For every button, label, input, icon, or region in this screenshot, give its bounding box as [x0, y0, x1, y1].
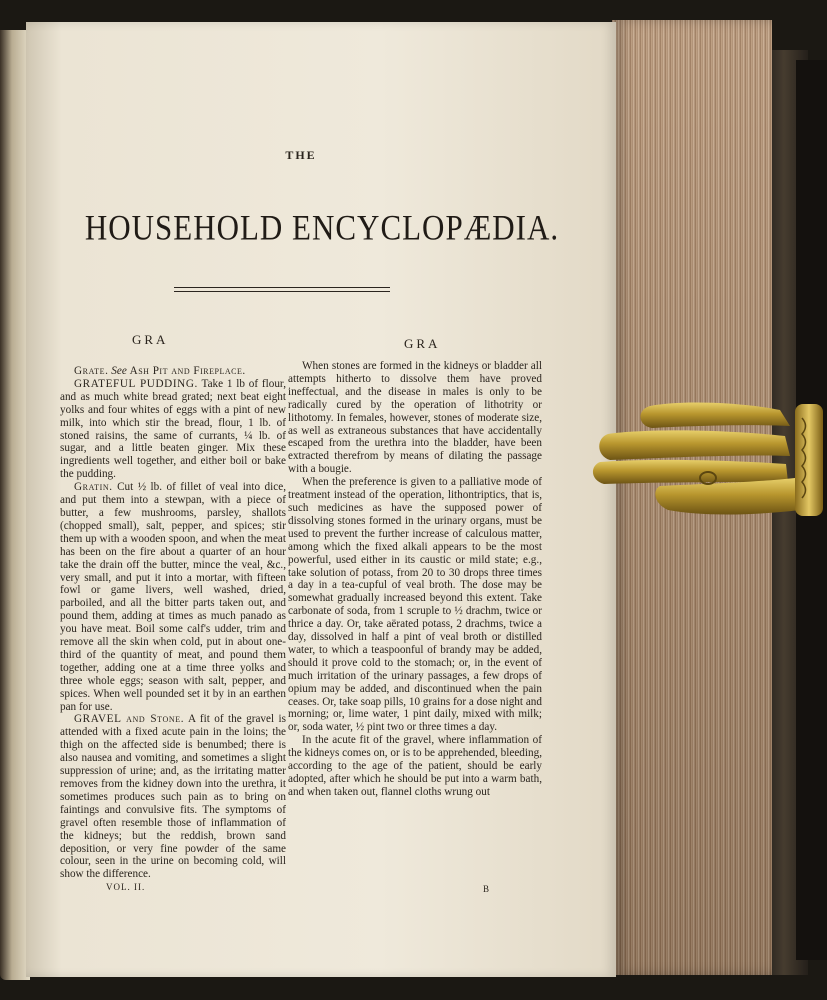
- entry-gravel: [60, 713, 286, 881]
- entry-grateful-pudding: [60, 378, 286, 481]
- entry-term: GRATEFUL PUDDING.: [74, 377, 198, 390]
- title-double-rule: [174, 287, 390, 292]
- page-title: HOUSEHOLD ENCYCLOPÆDIA.: [84, 207, 560, 248]
- signature-mark: B: [483, 884, 490, 894]
- volume-footer: VOL. II.: [106, 882, 146, 892]
- entry-term: Grate.: [74, 365, 109, 377]
- see-label: See: [111, 365, 127, 377]
- cross-reference: Ash Pit and Fireplace.: [129, 365, 246, 377]
- entry-text: Cut ½ lb. of fillet of veal into dice, and put them into a stewpan, with a piece of butter, a few mushrooms, parsley, shallots (chopped small), salt, pepper, and spices; stir them up with a wooden spoon, and when the meat has been on the fire about a quarter of an hour take the drain off the butter, mince the veal, &c., very small, and put it into a mortar, with fifteen fowl or game livers, well washed, dried, parboiled, and all the bitter parts taken out, and pound them, adding at times as much panado as you have meat. Boil some calf's udder, trim and remove all the skin when cold, put in about one-third of the quantity of meat, and pound them together, adding one at a time three yolks and three whole eggs; season with salt, pepper, and spices. When well pounded set it by in an earthen pan for use.: [60, 481, 286, 713]
- right-paragraph: When the preference is given to a palliative mode of treatment instead of the operation, lithontriptics, that is, such medicines as have the supposed power of dissolving stones formed in the urinary organs, must be used to prevent the further increase of calculous matter, among which the fixed alkali appears to be the most powerful, used either in its caustic or mild state; e.g., take solution of potass, from 20 to 30 drops three times a day in a tea-cupful of veal broth. The dose may be somewhat gradually increased beyond this extent. Take carbonate of soda, from 1 scruple to ½ drachm, twice or thrice a day. Or, take aërated potass, 2 drachms, twice a day, dissolved in half a pint of veal broth or distilled water, to which a teaspoonful of brandy may be added, should it prove cold to the stomach; or, in the event of much irritation of the urinary passages, a few drops of opium may be added, and discontinued when the pain ceases. Or, take soap pills, 10 grains for a dose night and morning; or, lime water, 1 pint daily, mixed with milk; or, soda water, ½ pint two or three times a day.: [288, 476, 542, 734]
- entry-term: GRAVEL and Stone.: [74, 713, 185, 726]
- right-paragraph: When stones are formed in the kidneys or bladder all attempts hitherto to dissolve them have proved ineffectual, and the disease in males is only to be radically cured by the operation of lithotrity or lithotomy. In females, however, stones of moderate size, as well as extraneous substances that have accidentally escaped from the urethra into the bladder, have been extracted therefrom by means of dilating the passage with a bougie.: [288, 360, 542, 476]
- entry-text: Take 1 lb of flour, and as much white bread grated; next beat eight yolks and four whites of eggs with a pint of new milk, into which stir the bread, flour, 1 lb. of stoned raisins, the same of currants, ¼ lb. of sugar, and a little beaten ginger. Mix these ingredients well together, and either boil or bake the pudding.: [60, 377, 286, 481]
- entry-gratin: [60, 481, 286, 713]
- entry-term: Gratin.: [74, 481, 113, 494]
- left-column-header: GRA: [132, 332, 169, 347]
- right-column-header: GRA: [404, 336, 441, 351]
- entry-grate: [60, 365, 286, 378]
- right-paragraph: In the acute fit of the gravel, where inflammation of the kidneys comes on, or is to be apprehended, bleeding, according to the age of the patient, should be early adopted, after which he should be put into a warm bath, and when taken out, flannel cloths wrung out: [288, 734, 542, 798]
- entry-text: A fit of the gravel is attended with a fixed acute pain in the loins; the thigh on the affected side is benumbed; there is also nausea and vomiting, and sometimes a slight suppression of urine; and, as the irritating matter removes from the kidney down into the urethra, it sometimes produces such pain as to bring on faintings and convulsive fits. The symptoms of gravel often resemble those of inflammation of the kidneys; but the reddish, brown sand deposition, or very fine powder of the same colour, seen in the urine on becoming cold, will show the difference.: [60, 713, 286, 881]
- right-column: [288, 360, 542, 799]
- brass-hand-bookmark-icon: [590, 398, 827, 523]
- book-page: [26, 22, 616, 977]
- running-head: THE: [285, 148, 317, 162]
- left-column: [60, 365, 286, 881]
